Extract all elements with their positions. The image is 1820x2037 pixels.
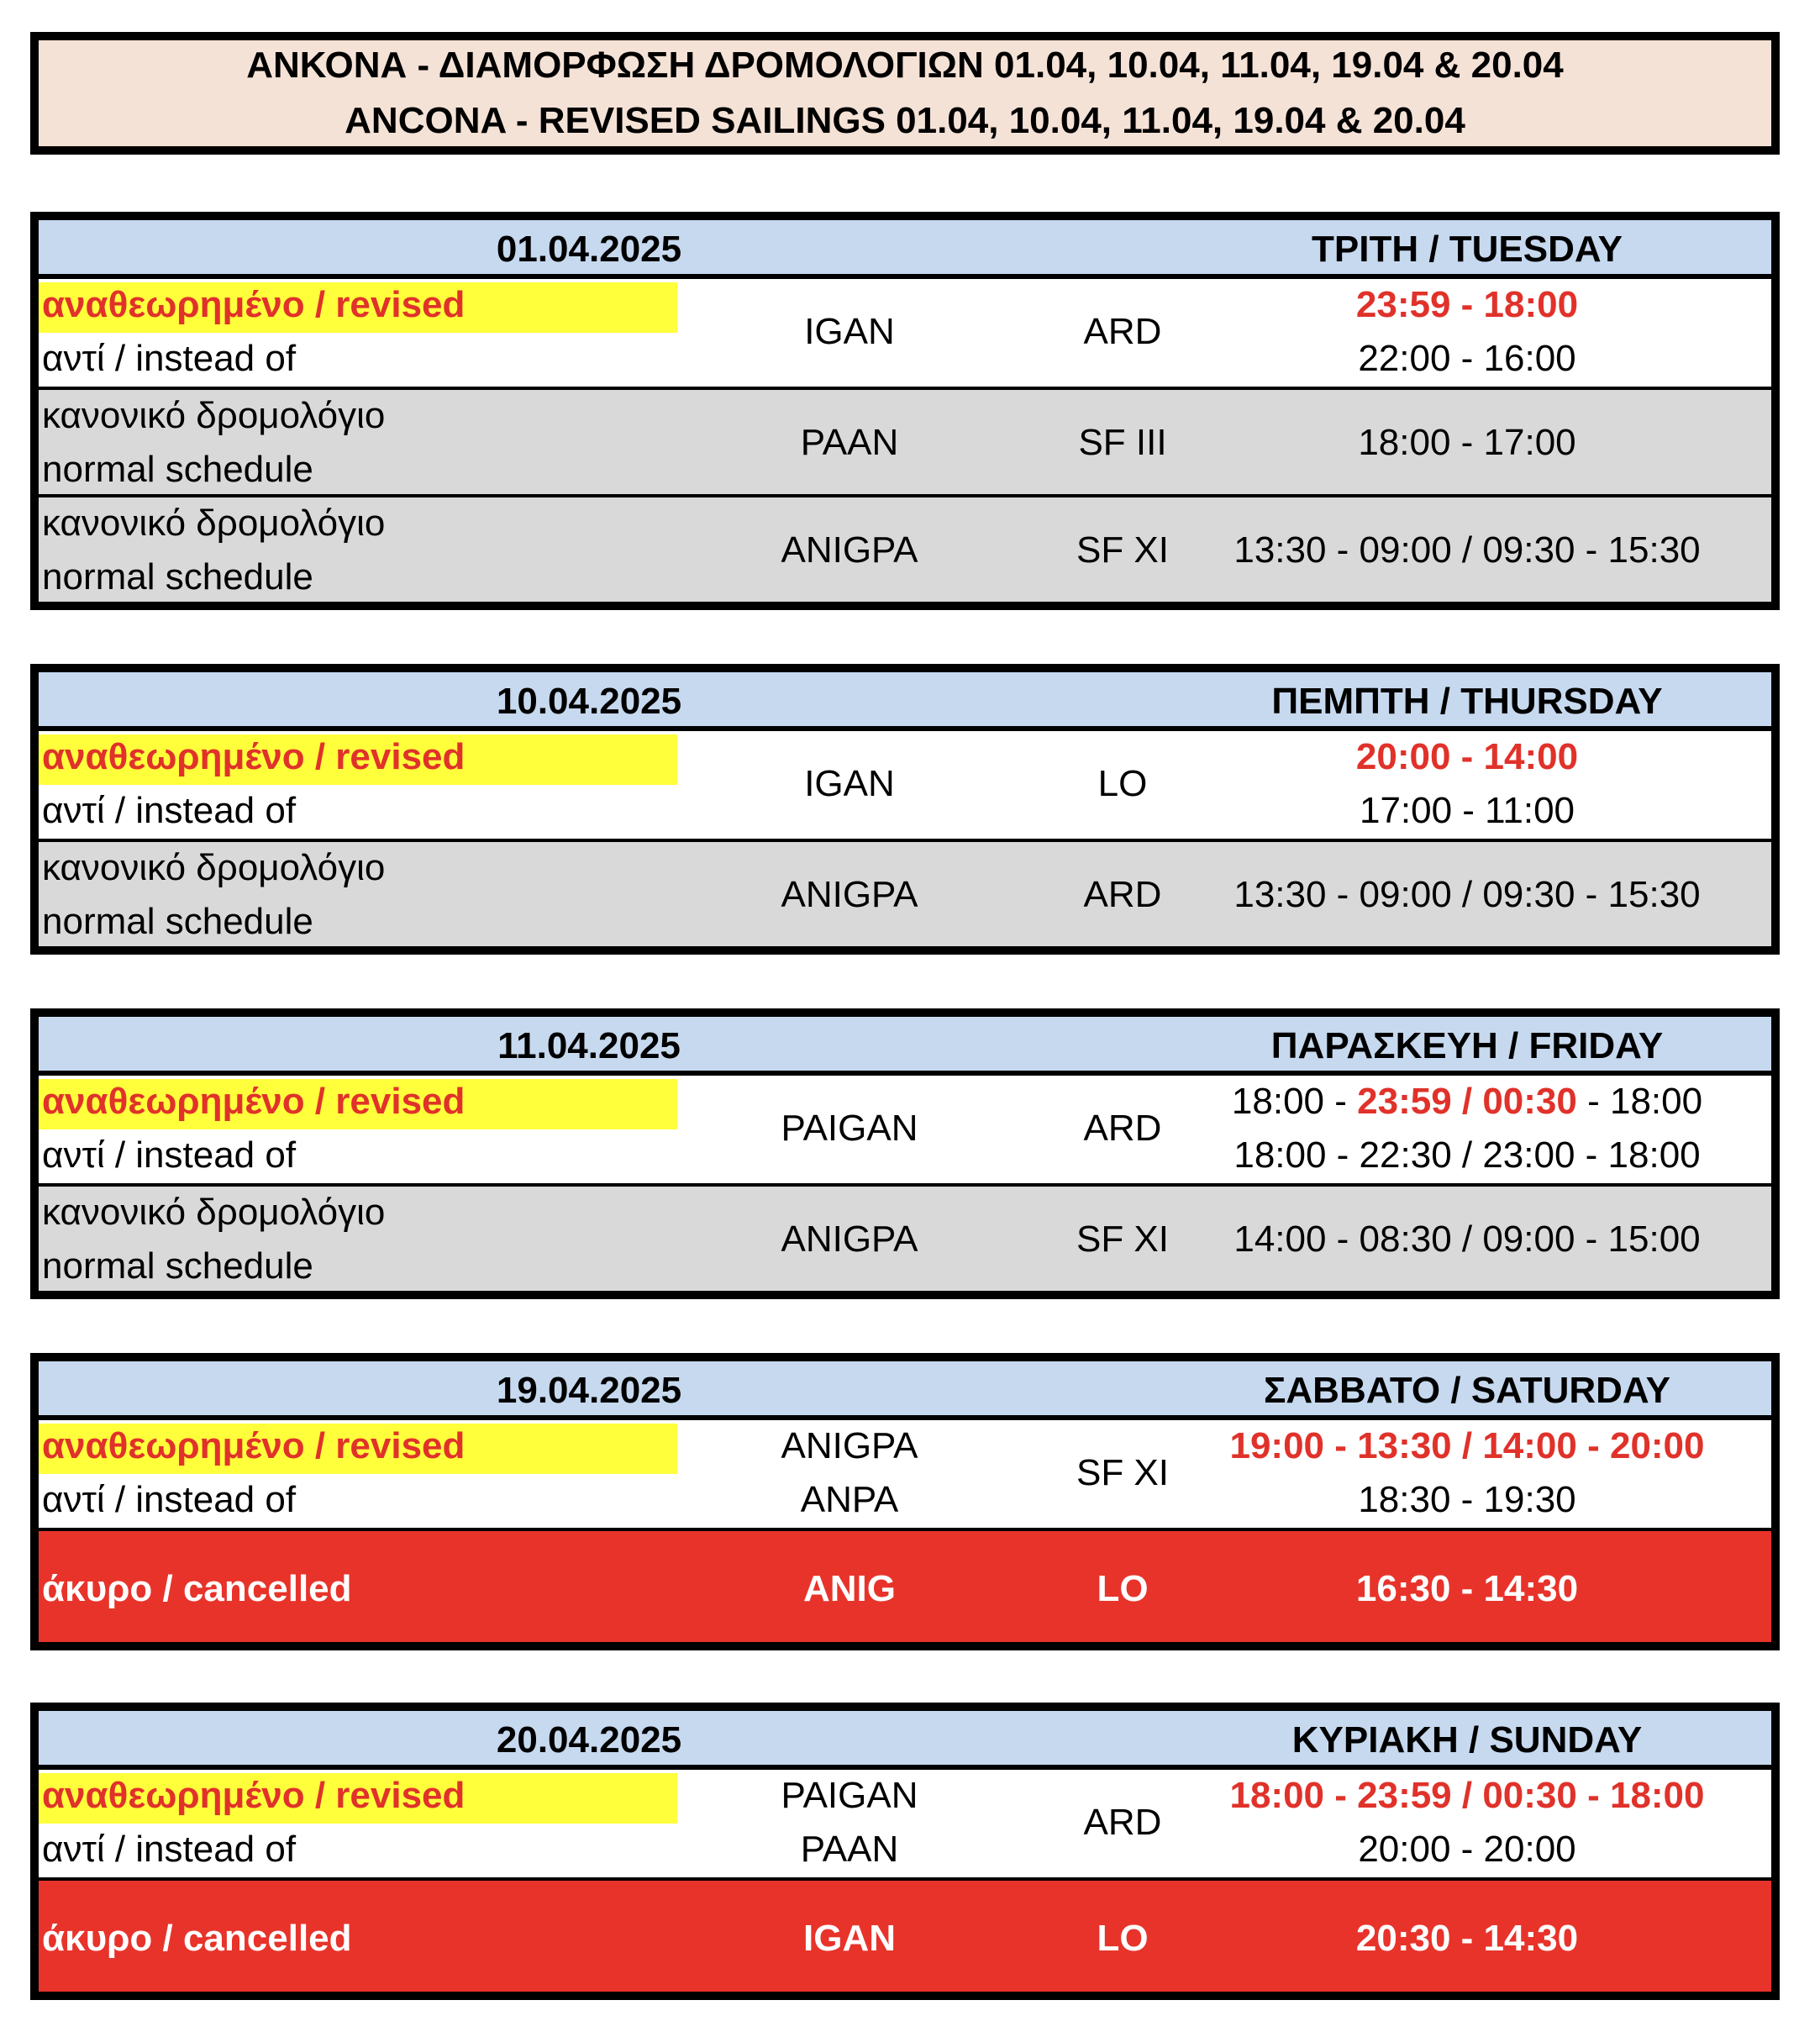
schedule-time: 13:30 - 09:00 / 09:30 - 15:30 [1233, 529, 1701, 571]
normal-row [39, 494, 1771, 602]
title-greek: ΑΝΚΟΝΑ - ΔΙΑΜΟΡΦΩΣΗ ΔΡΟΜΟΛΟΓΙΩΝ 01.04, 10.04, 11.04, 19.04 & 20.04 [246, 45, 1564, 86]
revised-time-start: 18:00 - [1231, 1081, 1358, 1122]
route-code: ANIGPA [781, 529, 918, 571]
revised-label: αναθεωρημένο / revised [42, 736, 466, 777]
revised-row [39, 279, 1771, 387]
block-day: ΣΑΒΒΑΤΟ / SATURDAY [1264, 1370, 1670, 1411]
instead-of-label: αντί / instead of [42, 338, 297, 379]
normal-row [39, 839, 1771, 946]
revised-time: 20:00 - 14:00 [1355, 736, 1579, 777]
schedule-time: 18:00 - 17:00 [1358, 422, 1576, 463]
block-header [39, 1361, 1771, 1420]
block-day: ΠΑΡΑΣΚΕΥΗ / FRIDAY [1270, 1025, 1664, 1066]
route-code: PAAN [800, 422, 899, 463]
route-code-original: PAAN [800, 1829, 899, 1870]
ship-code: SF XI [1076, 529, 1170, 571]
block-day: ΚΥΡΙΑΚΗ / SUNDAY [1291, 1719, 1643, 1761]
cancelled-row [39, 1528, 1771, 1642]
normal-label-en: normal schedule [42, 556, 313, 597]
revised-label: αναθεωρημένο / revised [42, 1775, 466, 1816]
cancelled-label: άκυρο / cancelled [42, 1568, 352, 1609]
normal-row [39, 1183, 1771, 1291]
instead-of-label: αντί / instead of [42, 790, 297, 831]
normal-label-en: normal schedule [42, 449, 313, 490]
cancelled-time: 16:30 - 14:30 [1355, 1568, 1579, 1609]
normal-label-en: normal schedule [42, 901, 313, 942]
revised-row [39, 1076, 1771, 1183]
cancelled-time: 20:30 - 14:30 [1355, 1918, 1579, 1959]
schedule-block-2004 [30, 1703, 1780, 2000]
cancelled-label: άκυρο / cancelled [42, 1918, 352, 1959]
block-date: 10.04.2025 [496, 681, 682, 722]
route-code: IGAN [804, 311, 895, 352]
block-header [39, 220, 1771, 279]
schedule-time: 14:00 - 08:30 / 09:00 - 15:00 [1233, 1219, 1701, 1260]
revised-row [39, 1420, 1771, 1528]
normal-label-gr: κανονικό δρομολόγιο [42, 1192, 386, 1233]
instead-of-label: αντί / instead of [42, 1479, 297, 1520]
ship-code: ARD [1083, 1802, 1162, 1843]
route-code: IGAN [803, 1918, 896, 1959]
normal-row [39, 387, 1771, 494]
schedule-block-1904 [30, 1353, 1780, 1650]
cancelled-row [39, 1877, 1771, 1992]
ship-code: LO [1097, 1918, 1149, 1959]
title-english: ANCONA - REVISED SAILINGS 01.04, 10.04, 11.04, 19.04 & 20.04 [345, 100, 1465, 141]
original-time: 17:00 - 11:00 [1359, 790, 1575, 831]
revised-row [39, 1770, 1771, 1877]
original-time: 18:30 - 19:30 [1358, 1479, 1576, 1520]
revised-label: αναθεωρημένο / revised [42, 284, 466, 325]
normal-label-gr: κανονικό δρομολόγιο [42, 847, 386, 888]
schedule-block-0104 [30, 212, 1780, 610]
original-time: 22:00 - 16:00 [1358, 338, 1576, 379]
revised-time: 23:59 - 18:00 [1355, 284, 1579, 325]
normal-label-gr: κανονικό δρομολόγιο [42, 395, 386, 436]
original-time: 18:00 - 22:30 / 23:00 - 18:00 [1233, 1134, 1701, 1176]
block-header [39, 1017, 1771, 1076]
revised-time-changed: 23:59 / 00:30 [1357, 1081, 1577, 1122]
ship-code: LO [1097, 1568, 1149, 1609]
instead-of-label: αντί / instead of [42, 1829, 297, 1870]
block-date: 20.04.2025 [496, 1719, 682, 1761]
normal-label-en: normal schedule [42, 1245, 313, 1287]
revised-time [1156, 1081, 1778, 1123]
route-code: IGAN [804, 763, 895, 804]
ship-code: SF III [1078, 422, 1167, 463]
route-code: ANIG [803, 1568, 896, 1609]
schedule-title-box [30, 32, 1780, 155]
ship-code: ARD [1083, 311, 1162, 352]
schedule-block-1004 [30, 664, 1780, 955]
ship-code: ARD [1083, 1108, 1162, 1149]
block-header [39, 1711, 1771, 1770]
block-date: 19.04.2025 [496, 1370, 682, 1411]
ship-code: SF XI [1076, 1452, 1170, 1493]
schedule-block-1104 [30, 1008, 1780, 1299]
block-header [39, 672, 1771, 731]
block-day: ΤΡΙΤΗ / TUESDAY [1312, 229, 1623, 270]
route-code: ANIGPA [781, 1219, 918, 1260]
revised-time: 18:00 - 23:59 / 00:30 - 18:00 [1229, 1775, 1705, 1816]
block-day: ΠΕΜΠΤΗ / THURSDAY [1271, 681, 1663, 722]
schedule-time: 13:30 - 09:00 / 09:30 - 15:30 [1233, 874, 1701, 915]
normal-label-gr: κανονικό δρομολόγιο [42, 503, 386, 544]
ship-code: SF XI [1076, 1219, 1170, 1260]
block-date: 11.04.2025 [497, 1025, 681, 1066]
ship-code: LO [1097, 763, 1148, 804]
original-time: 20:00 - 20:00 [1358, 1829, 1576, 1870]
revised-time: 19:00 - 13:30 / 14:00 - 20:00 [1229, 1425, 1705, 1466]
revised-label: αναθεωρημένο / revised [42, 1425, 466, 1466]
block-date: 01.04.2025 [496, 229, 682, 270]
revised-label: αναθεωρημένο / revised [42, 1081, 466, 1122]
revised-time-end: - 18:00 [1576, 1081, 1703, 1122]
route-code-original: ANPA [800, 1479, 899, 1520]
route-code-revised: ANIGPA [781, 1425, 918, 1466]
ship-code: ARD [1083, 874, 1162, 915]
route-code: ANIGPA [781, 874, 918, 915]
route-code-revised: PAIGAN [781, 1775, 918, 1816]
route-code: PAIGAN [781, 1108, 918, 1149]
revised-row [39, 731, 1771, 839]
instead-of-label: αντί / instead of [42, 1134, 297, 1176]
